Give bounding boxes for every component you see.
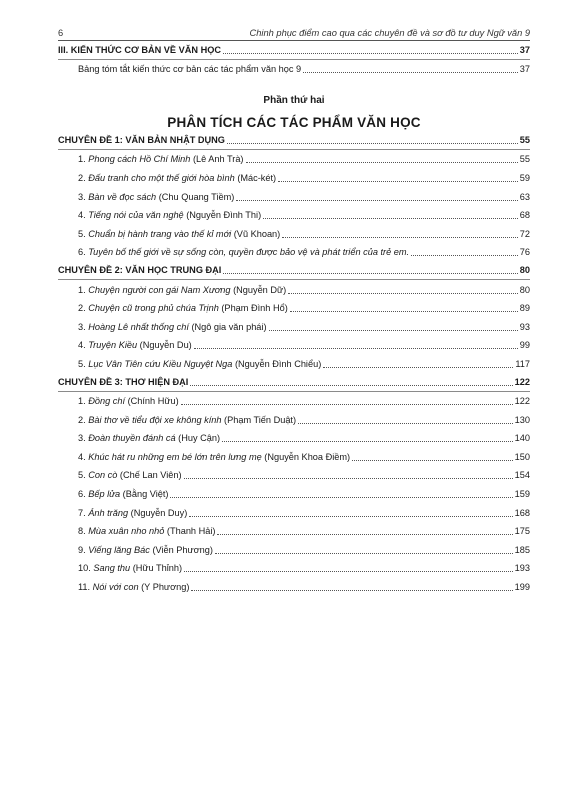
toc-entry-row[interactable]: [58, 354, 530, 373]
entry-number: 4.: [78, 451, 86, 462]
work-title: Chuẩn bị hành trang vào thế kỉ mới: [88, 228, 232, 239]
work-title: Bàn về đọc sách: [88, 191, 157, 202]
toc-chapter-row[interactable]: [58, 131, 530, 150]
toc-page-number: 199: [514, 582, 530, 593]
toc-entry-row[interactable]: [58, 280, 530, 299]
author-name: (Y Phương): [141, 582, 190, 593]
entry-number: 3.: [78, 321, 86, 332]
leader-dots: [223, 53, 518, 54]
leader-dots: [184, 478, 513, 479]
work-title: Tiếng nói của văn nghệ: [88, 210, 184, 221]
toc-entry-text: [78, 247, 409, 258]
toc-entry-row[interactable]: [58, 577, 530, 596]
toc-page-number: 130: [514, 414, 530, 425]
author-name: (Chu Quang Tiềm): [158, 191, 235, 202]
toc-entry-row[interactable]: [58, 540, 530, 559]
entry-number: 6.: [78, 247, 86, 258]
entry-number: 1.: [78, 154, 86, 165]
toc-entry-text: Bảng tóm tắt kiến thức cơ bản các tác phẩm văn học 9: [78, 64, 302, 75]
work-title: Đoàn thuyền đánh cá: [88, 433, 176, 444]
leader-dots: [184, 571, 513, 572]
leader-dots: [223, 273, 517, 274]
author-name: (Mác-két): [237, 172, 277, 183]
toc-page-number: 68: [519, 210, 530, 221]
entry-number: 6.: [78, 489, 86, 500]
author-name: (Vũ Khoan): [233, 228, 281, 239]
toc-entry-row[interactable]: [58, 410, 530, 429]
toc-page-number: 117: [515, 358, 530, 369]
work-title: Viếng lăng Bác: [88, 544, 150, 555]
toc-entry-row[interactable]: [58, 243, 530, 262]
toc-entry-row[interactable]: [58, 60, 530, 79]
leader-dots: [290, 311, 518, 312]
author-name: (Hữu Thỉnh): [132, 563, 183, 574]
entry-number: 3.: [78, 191, 86, 202]
toc-chapter-title: CHUYÊN ĐỀ 3: THƠ HIỆN ĐẠI: [58, 376, 189, 387]
leader-dots: [191, 590, 512, 591]
toc-page-number: 63: [519, 191, 530, 202]
toc-entry-row[interactable]: [58, 336, 530, 355]
entry-number: 10.: [78, 563, 91, 574]
author-name: (Viễn Phương): [152, 544, 213, 555]
work-title: Hoàng Lê nhất thống chí: [88, 321, 189, 332]
author-name: (Lê Anh Trà): [192, 154, 244, 165]
toc-page-number: 80: [519, 284, 530, 295]
leader-dots: [170, 497, 512, 498]
toc-page-number: 93: [519, 321, 530, 332]
leader-dots: [194, 348, 518, 349]
entry-number: 5.: [78, 228, 86, 239]
leader-dots: [263, 218, 518, 219]
toc-chapter-row[interactable]: [58, 373, 530, 392]
toc-section-row[interactable]: [58, 41, 530, 60]
toc-page: [58, 24, 530, 596]
toc-entry-text: [78, 452, 350, 463]
part-title: PHÂN TÍCH CÁC TÁC PHẨM VĂN HỌC: [167, 115, 421, 131]
toc-entry-text: [78, 433, 220, 444]
toc-entry-row[interactable]: [58, 559, 530, 578]
toc-entry-row[interactable]: [58, 206, 530, 225]
entry-number: 7.: [78, 507, 86, 518]
toc-page-number: 122: [514, 396, 530, 407]
leader-dots: [246, 162, 518, 163]
author-name: (Nguyễn Du): [139, 340, 192, 351]
work-title: Nói với con: [92, 582, 139, 593]
toc-entry-text: [78, 526, 215, 537]
toc-entry-row[interactable]: [58, 447, 530, 466]
author-name: (Nguyễn Khoa Điềm): [264, 451, 351, 462]
toc-entry-row[interactable]: [58, 429, 530, 448]
toc-section-title: III. KIẾN THỨC CƠ BẢN VỀ VĂN HỌC: [58, 44, 221, 55]
entry-number: 9.: [78, 544, 86, 555]
toc-entry-row[interactable]: [58, 484, 530, 503]
work-title: Tuyên bố thế giới về sự sống còn, quyền được bảo vệ và phát triển của trẻ em.: [88, 247, 410, 258]
toc-entry-row[interactable]: [58, 187, 530, 206]
toc-entry-text: [78, 359, 321, 370]
leader-dots: [236, 200, 517, 201]
toc-chapter-title: CHUYÊN ĐỀ 1: VĂN BẢN NHẬT DỤNG: [58, 134, 225, 145]
entry-number: 1.: [78, 284, 86, 295]
leader-dots: [303, 72, 518, 73]
toc-page-number: 80: [519, 264, 530, 275]
author-name: (Phạm Đình Hổ): [221, 303, 288, 314]
toc-entry-text: [78, 489, 168, 500]
toc-page-number: 37: [519, 44, 530, 55]
work-title: Bài thơ về tiểu đội xe không kính: [88, 414, 222, 425]
toc-page-number: 193: [514, 563, 530, 574]
toc-page-number: 140: [514, 433, 530, 444]
work-title: Lục Vân Tiên cứu Kiều Nguyệt Nga: [88, 358, 233, 369]
work-title: Ánh trăng: [88, 507, 129, 518]
entry-number: 3.: [78, 433, 86, 444]
work-title: Phong cách Hồ Chí Minh: [88, 154, 191, 165]
author-name: (Nguyễn Đình Thi): [186, 210, 262, 221]
part-label: Phần thứ hai: [263, 95, 325, 107]
toc-chapter-row[interactable]: [58, 261, 530, 280]
leader-dots: [181, 404, 513, 405]
toc-entry-row[interactable]: [58, 299, 530, 318]
author-name: (Chính Hữu): [127, 396, 179, 407]
author-name: (Nguyễn Duy): [130, 507, 188, 518]
work-title: Bếp lửa: [88, 489, 121, 500]
author-name: (Huy Cận): [178, 433, 221, 444]
toc-entry-text: [78, 154, 244, 165]
toc-page-number: 55: [519, 154, 530, 165]
entry-number: 2.: [78, 303, 86, 314]
work-title: Chuyện người con gái Nam Xương: [88, 284, 231, 295]
leader-dots: [282, 237, 518, 238]
toc-entry-row[interactable]: [58, 224, 530, 243]
leader-dots: [215, 553, 513, 554]
toc-entry-text: [78, 582, 189, 593]
leader-dots: [189, 516, 512, 517]
toc-entry-row[interactable]: [58, 522, 530, 541]
leader-dots: [217, 534, 512, 535]
toc-entry-text: [78, 210, 261, 221]
leader-dots: [288, 293, 518, 294]
toc-page-number: 55: [519, 134, 530, 145]
toc-entry-text: [78, 508, 187, 519]
toc-entry-text: [78, 285, 286, 296]
leader-dots: [190, 385, 512, 386]
work-title: Đồng chí: [88, 396, 126, 407]
author-name: (Ngô gia văn phái): [191, 321, 267, 332]
toc-page-number: 59: [519, 172, 530, 183]
toc-entry-row[interactable]: [58, 392, 530, 411]
toc-entry-text: [78, 470, 182, 481]
toc-entry-text: [78, 173, 276, 184]
toc-page-number: 168: [514, 507, 530, 518]
leader-dots: [278, 181, 518, 182]
leader-dots: [298, 423, 513, 424]
toc-page-number: 159: [514, 489, 530, 500]
page-header: [58, 24, 530, 41]
toc-entry-row[interactable]: [58, 168, 530, 187]
entry-number: 4.: [78, 340, 86, 351]
toc-entry-text: [78, 340, 192, 351]
toc-entry-text: [78, 322, 267, 333]
leader-dots: [352, 460, 513, 461]
author-name: (Bằng Việt): [122, 489, 169, 500]
work-title: Sang thu: [93, 563, 131, 574]
toc-entry-text: [78, 303, 288, 314]
leader-dots: [227, 143, 518, 144]
toc-entry-text: [78, 229, 280, 240]
work-title: Đấu tranh cho một thế giới hòa bình: [88, 172, 235, 183]
work-title: Khúc hát ru những em bé lớn trên lưng mẹ: [88, 451, 262, 462]
entry-number: 4.: [78, 210, 86, 221]
entry-number: 1.: [78, 396, 86, 407]
toc-page-number: 72: [519, 228, 530, 239]
entry-number: 5.: [78, 470, 86, 481]
author-name: (Nguyễn Đình Chiểu): [234, 358, 322, 369]
toc-page-number: 150: [514, 451, 530, 462]
chapter-list: [58, 131, 530, 596]
work-title: Mùa xuân nho nhỏ: [88, 526, 165, 537]
toc-entry-row[interactable]: [58, 150, 530, 169]
entry-number: 5.: [78, 358, 86, 369]
toc-chapter-title: CHUYÊN ĐỀ 2: VĂN HỌC TRUNG ĐẠI: [58, 264, 222, 275]
toc-page-number: 175: [514, 526, 530, 537]
leader-dots: [222, 441, 513, 442]
toc-entry-text: [78, 396, 179, 407]
toc-entry-text: [78, 415, 296, 426]
toc-page-number: 122: [514, 376, 530, 387]
page-number: 6: [58, 28, 64, 38]
toc-page-number: 99: [519, 340, 530, 351]
toc-entry-row[interactable]: [58, 503, 530, 522]
leader-dots: [323, 367, 513, 368]
leader-dots: [411, 255, 518, 256]
author-name: (Thanh Hải): [166, 526, 216, 537]
toc-page-number: 89: [519, 303, 530, 314]
toc-entry-text: [78, 192, 234, 203]
leader-dots: [269, 330, 518, 331]
entry-number: 2.: [78, 414, 86, 425]
work-title: Truyện Kiều: [88, 340, 138, 351]
author-name: (Nguyễn Dữ): [233, 284, 287, 295]
entry-number: 11.: [78, 582, 91, 593]
toc-entry-text: [78, 563, 182, 574]
toc-entry-row[interactable]: [58, 317, 530, 336]
work-title: Con cò: [88, 470, 118, 481]
author-name: (Chế Lan Viên): [119, 470, 182, 481]
toc-page-number: 76: [519, 247, 530, 258]
entry-number: 2.: [78, 172, 86, 183]
toc-entry-row[interactable]: [58, 466, 530, 485]
toc-page-number: 154: [514, 470, 530, 481]
toc-page-number: 185: [514, 544, 530, 555]
work-title: Chuyện cũ trong phủ chúa Trịnh: [88, 303, 219, 314]
toc-entry-text: [78, 545, 213, 556]
running-title: Chinh phục điểm cao qua các chuyên đề và sơ đồ tư duy Ngữ văn 9: [249, 28, 530, 38]
entry-number: 8.: [78, 526, 86, 537]
toc-page-number: 37: [519, 64, 530, 75]
author-name: (Phạm Tiến Duật): [224, 414, 297, 425]
